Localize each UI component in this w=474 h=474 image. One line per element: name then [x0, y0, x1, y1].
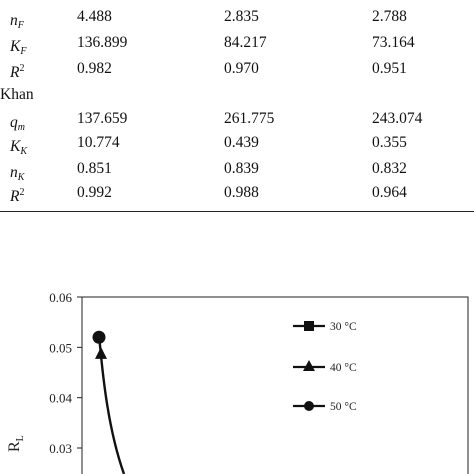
y-tick-label: 0.04 [49, 390, 72, 406]
param-symbol: $R^2$ [10, 187, 25, 205]
table-cell: 0.839 [224, 160, 259, 177]
table-cell: 0.970 [224, 60, 259, 77]
plot-frame [82, 297, 468, 474]
table-cell: 0.982 [77, 60, 112, 77]
table-section-row [0, 82, 474, 108]
table-cell: 0.355 [372, 134, 407, 151]
table-row [0, 56, 474, 82]
table-cell: 73.164 [372, 34, 415, 51]
legend [293, 321, 357, 413]
table-cell: 0.832 [372, 160, 407, 177]
rl-chart [0, 280, 474, 474]
legend-label: 40 °C [330, 362, 357, 374]
y-tick-label: 0.06 [49, 290, 72, 305]
table-cell: 10.774 [77, 134, 120, 151]
table-row [0, 106, 474, 132]
y-axis [49, 290, 82, 456]
y-tick-label: 0.03 [49, 441, 72, 456]
table-cell: 0.992 [77, 184, 112, 201]
table-cell: 0.439 [224, 134, 259, 151]
table-cell: 4.488 [77, 8, 112, 25]
table-cell: 136.899 [77, 34, 128, 51]
table-cell: 0.988 [224, 184, 259, 201]
y-axis-label: $R_L$ [6, 435, 26, 452]
param-symbol: $K_K$ [10, 138, 28, 157]
section-label: Khan [0, 86, 34, 103]
param-symbol: $n_F$ [10, 12, 24, 31]
table-row [0, 156, 474, 182]
param-symbol: $n_K$ [10, 164, 25, 183]
table-cell: 2.835 [224, 8, 259, 25]
y-tick-label: 0.05 [49, 340, 72, 356]
table-row [0, 130, 474, 156]
param-symbol: $K_F$ [10, 38, 27, 57]
table-cell: 0.964 [372, 184, 407, 201]
table-row [0, 180, 474, 206]
table-cell: 261.775 [224, 110, 275, 127]
plot-area [82, 297, 468, 474]
table-row [0, 4, 474, 30]
param-symbol: $q_m$ [10, 114, 25, 133]
marker-40c [95, 347, 107, 359]
table-row [0, 30, 474, 56]
table-bottom-rule [0, 211, 474, 212]
table-cell: 137.659 [77, 110, 128, 127]
table-cell: 243.074 [372, 110, 423, 127]
legend-label: 30 °C [330, 321, 357, 333]
legend-triangle-marker [303, 360, 315, 371]
table-cell: 0.851 [77, 160, 112, 177]
legend-circle-marker [304, 401, 314, 411]
table-cell: 0.951 [372, 60, 407, 77]
legend-label: 50 °C [330, 401, 357, 413]
marker-50c [93, 331, 106, 344]
table-cell: 84.217 [224, 34, 267, 51]
table-cell: 2.788 [372, 8, 407, 25]
legend-square-marker [304, 321, 314, 331]
param-symbol: $R^2$ [10, 63, 25, 81]
